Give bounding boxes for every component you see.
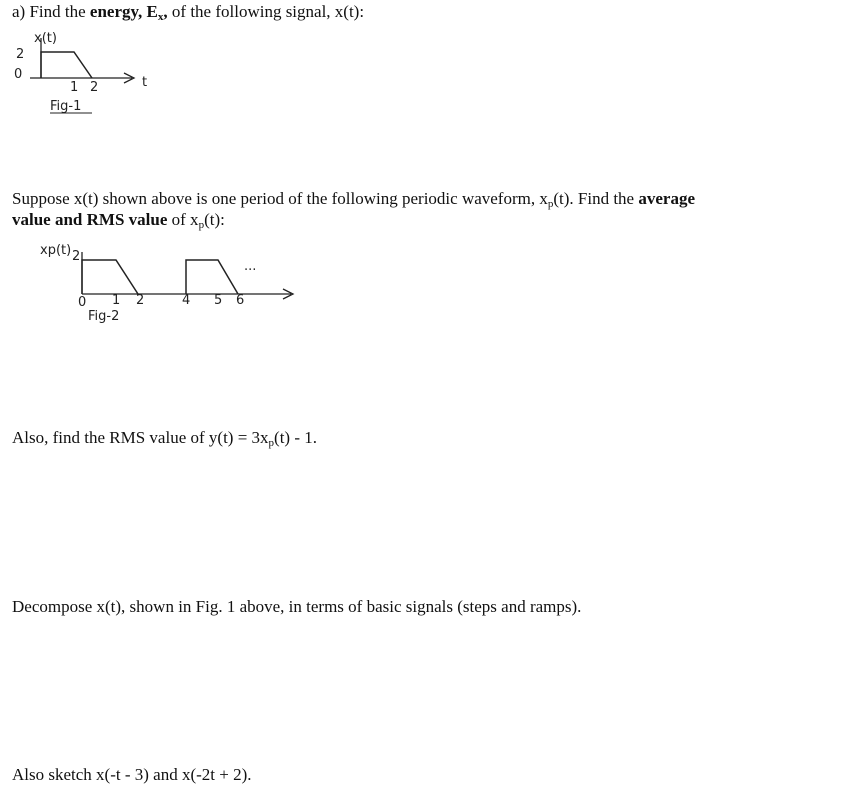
fig1-y-tick-zero: 0 — [14, 67, 23, 82]
fig1-x-tick-1: 1 — [70, 80, 79, 95]
fig2-x-tick: 6 — [236, 293, 245, 308]
fig2-x-tick: 5 — [214, 293, 223, 308]
fig2-ylabel: xp(t) — [40, 243, 72, 258]
question-e: Also sketch x(-t - 3) and x(-2t + 2). — [12, 765, 252, 784]
fig1-signal — [41, 52, 92, 78]
fig2-period-1 — [82, 260, 138, 294]
question-d: Decompose x(t), shown in Fig. 1 above, in terms of basic signals (steps and ramps). — [12, 597, 582, 616]
figure-1 — [14, 28, 174, 128]
fig2-period-2 — [186, 260, 238, 294]
question-a-bold: energy, $E_x$, — [89, 2, 168, 23]
fig2-x-tick: 1 — [112, 293, 121, 308]
fig1-y-tick-top: 2 — [16, 47, 25, 62]
question-c: Also, find the RMS value of $y(t) = 3x_p(t) - 1$. — [12, 428, 318, 449]
question-b-line-1: Suppose x(t) shown above is one period of the following periodic waveform, $x_p(t)$. Find the average — [12, 189, 695, 210]
fig2-caption: Fig-2 — [88, 309, 120, 324]
fig2-ellipsis: ... — [244, 259, 257, 274]
fig1-axis-label: t — [142, 75, 148, 90]
fig2-y-tick-top: 2 — [72, 249, 81, 264]
question-a — [12, 2, 364, 27]
fig2-x-tick: 0 — [78, 295, 87, 310]
question-a-suffix: of the following signal, x(t): — [167, 2, 365, 21]
fig1-ylabel: x(t) — [34, 31, 57, 46]
fig2-x-tick: 2 — [136, 293, 145, 308]
fig1-caption: Fig-1 — [50, 99, 82, 114]
question-a-prefix: a) Find the — [12, 2, 90, 21]
fig2-x-tick: 4 — [182, 293, 191, 308]
figure-2 — [36, 238, 306, 328]
question-b-line-2: value and RMS value of $x_p(t)$: — [12, 210, 225, 231]
fig1-x-tick-2: 2 — [90, 80, 99, 95]
